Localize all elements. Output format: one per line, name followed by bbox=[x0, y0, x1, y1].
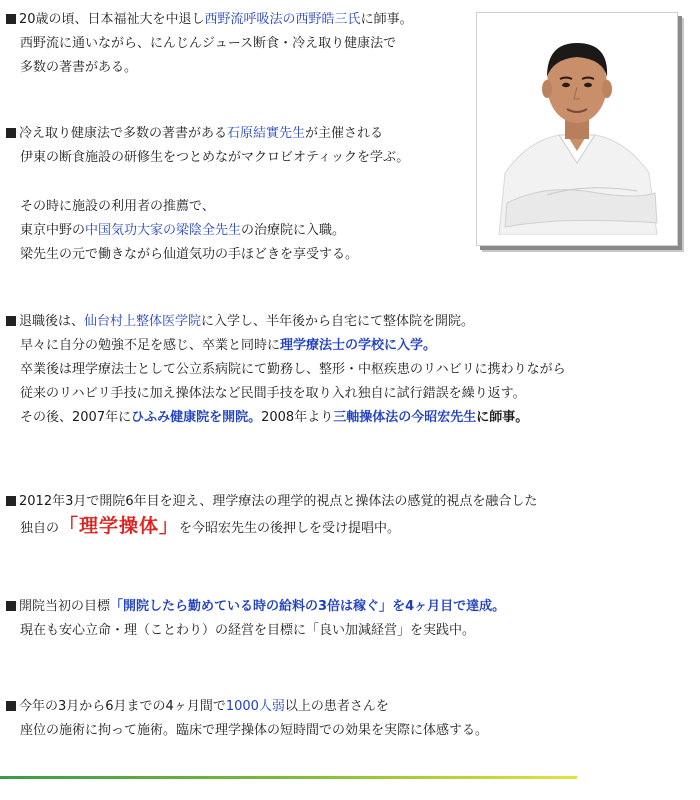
text-s3-l1c: に入学し、半年後から自宅にて整体院を開院。 bbox=[201, 314, 475, 329]
text-s2-l3: その時に施設の利用者の推薦で、 bbox=[20, 199, 215, 214]
bullet-square-icon bbox=[6, 496, 16, 506]
text-s2-l4a: 東京中野の bbox=[20, 223, 86, 238]
text-s1-l3: 多数の著書がある。 bbox=[20, 60, 138, 75]
text-s3-l2a: 早々に自分の勉強不足を感じ、卒業と同時に bbox=[20, 338, 281, 353]
text-s6-l1c: 以上の患者さんを bbox=[284, 699, 389, 714]
section-6 bbox=[6, 695, 488, 743]
link-ryo-master: 中国気功大家の梁陰全先生 bbox=[85, 223, 242, 238]
section-5 bbox=[6, 595, 505, 643]
portrait-photo bbox=[487, 23, 667, 235]
bullet-square-icon bbox=[6, 128, 16, 138]
link-imaaki: 三軸操体法の今昭宏先生 bbox=[333, 410, 477, 425]
text-s5-l1c: を4ヶ月目で達成。 bbox=[392, 599, 506, 614]
highlight-patients-count: 1000人弱 bbox=[225, 699, 285, 714]
text-s2-l5: 梁先生の元で働きながら仙道気功の手ほどきを享受する。 bbox=[20, 247, 359, 262]
text-s6-l1a: 今年の3月から6月までの4ヶ月間で bbox=[19, 699, 226, 714]
text-s4-l1: 2012年3月で開院6年目を迎え、理学療法の理学的視点と操体法の感覚的視点を融合した bbox=[19, 494, 538, 509]
text-s3-l1a: 退職後は、 bbox=[19, 314, 85, 329]
text-s1-l1a: 20歳の頃、日本福祉大を中退し bbox=[19, 12, 205, 27]
link-hifumi: ひふみ健康院を開院。 bbox=[131, 410, 262, 425]
section-1 bbox=[6, 8, 413, 80]
portrait-photo-frame bbox=[476, 12, 678, 246]
bullet-square-icon bbox=[6, 701, 16, 711]
bullet-square-icon bbox=[6, 14, 16, 24]
text-s3-l5e: に師事。 bbox=[476, 410, 529, 425]
section-3 bbox=[6, 310, 566, 430]
highlight-rigaku-sotai: 「理学操体」 bbox=[59, 515, 180, 537]
link-nishino-breathing: 西野流呼吸法の西野皓三氏 bbox=[204, 12, 361, 27]
bullet-square-icon bbox=[6, 601, 16, 611]
text-s3-l3: 卒業後は理学療法士として公立系病院にて勤務し、整形・中枢疾患のリハビリに携わりながら bbox=[20, 362, 566, 377]
link-sendai-school: 仙台村上整体医学院 bbox=[84, 314, 202, 329]
text-s4-l2a: 独自の bbox=[20, 521, 60, 536]
text-s2-l1c: が主催される bbox=[305, 126, 384, 141]
text-s4-l2c: を今昭宏先生の後押しを受け提唱中。 bbox=[179, 521, 401, 536]
text-s6-l2: 座位の施術に拘って施術。臨床で理学操体の短時間での効果を実際に体感する。 bbox=[20, 723, 489, 738]
text-s3-l5a: その後、2007年に bbox=[20, 410, 132, 425]
footer-divider bbox=[0, 776, 577, 779]
text-s3-l4: 従来のリハビリ手技に加え操体法など民間手技を取り入れ独自に試行錯誤を繰り返す。 bbox=[20, 386, 526, 401]
link-ishihara: 石原結實先生 bbox=[227, 126, 306, 141]
text-s2-l4c: の治療院に入職。 bbox=[241, 223, 346, 238]
link-pt-school: 理学療法士の学校に入学。 bbox=[280, 338, 437, 353]
text-s5-l2: 現在も安心立命・理（ことわり）の経営を目標に「良い加減経営」を実践中。 bbox=[20, 623, 476, 638]
text-s2-l1a: 冷え取り健康法で多数の著書がある bbox=[19, 126, 228, 141]
text-s1-l2: 西野流に通いながら、にんじんジュース断食・冷え取り健康法で bbox=[20, 36, 397, 51]
text-s3-l5c: 2008年より bbox=[261, 410, 334, 425]
text-s1-l1c: に師事。 bbox=[360, 12, 413, 27]
highlight-goal: 「開院したら勤めている時の給料の3倍は稼ぐ」 bbox=[110, 599, 393, 614]
bullet-square-icon bbox=[6, 316, 16, 326]
text-s2-l2: 伊東の断食施設の研修生をつとめながマクロビオティックを学ぶ。 bbox=[20, 150, 410, 165]
section-2b bbox=[6, 195, 358, 267]
section-4 bbox=[6, 490, 537, 541]
text-s5-l1a: 開院当初の目標 bbox=[19, 599, 111, 614]
section-2 bbox=[6, 122, 409, 170]
